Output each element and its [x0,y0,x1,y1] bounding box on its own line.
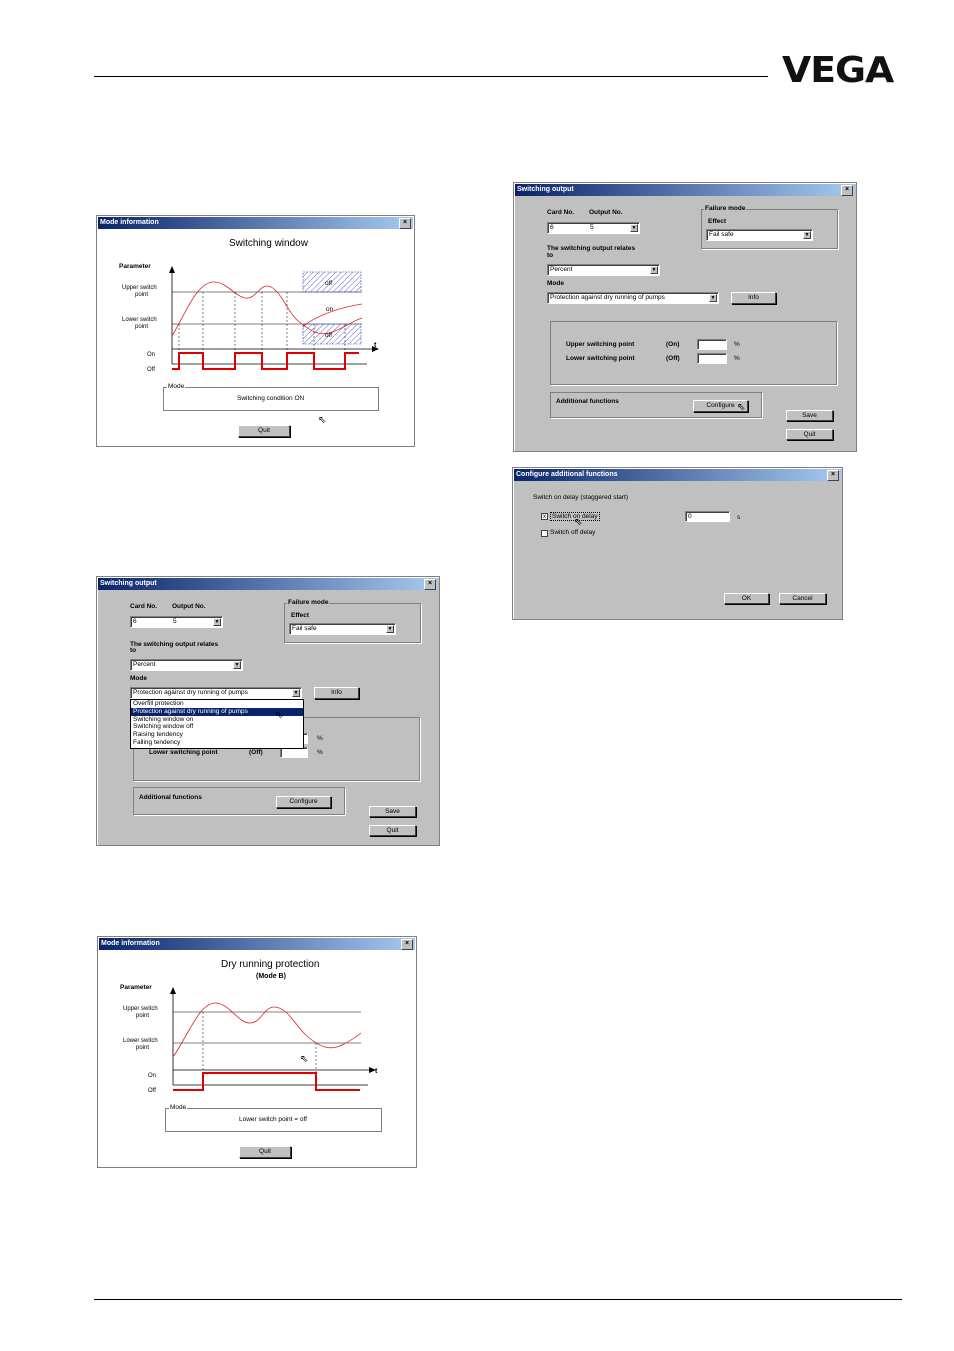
configure-dialog [512,467,843,620]
mode-dropdown-list[interactable] [130,699,304,749]
relates-select[interactable] [547,264,660,276]
cancel-button[interactable]: Cancel [779,593,826,604]
effect-select[interactable] [289,623,396,635]
output-no-label: Output No. [172,603,206,610]
mode-option[interactable]: Switching window off [133,723,194,731]
effect-value: Fail safe [709,231,734,238]
mode-info-window-1 [96,215,415,447]
off-label: (Off) [249,749,263,756]
relates-label-2: to [130,647,137,654]
lower-switch-label-1: Lower switch [122,317,157,323]
mode-value: Protection against dry running of pumps [550,294,665,301]
mode-select[interactable] [130,687,302,699]
on-label: (On) [666,341,680,348]
off-label: Off [147,367,155,373]
effect-select[interactable] [706,229,813,241]
vega-logo: VEGA [782,50,894,91]
percent-upper: % [317,735,323,742]
upper-switch-label-2: point [136,1013,150,1019]
mode-text: Switching condition ON [237,395,305,402]
mode-label: Mode [547,280,564,287]
parameter-label: Parameter [120,984,152,991]
switch-on-delay-value: 0 [688,513,692,520]
window-title: Mode information [101,940,160,947]
lower-switch-label-2: point [136,1045,150,1051]
effect-label: Effect [291,612,310,619]
percent-lower: % [317,749,323,756]
switch-on-delay-checkbox[interactable]: x [543,514,546,520]
quit-button[interactable]: Quit [238,425,290,437]
chevron-down-icon[interactable]: ▼ [293,690,299,696]
relates-value: Percent [550,266,573,273]
switch-off-delay-checkbox[interactable] [541,530,548,537]
effect-value: Fail safe [292,625,317,632]
card-no-label: Card No. [547,209,575,216]
mode-option[interactable]: Switching window on [133,715,194,723]
output-no-label: Output No. [589,209,623,216]
t-axis-label: t [374,342,377,349]
mode-option-selected[interactable]: Protection against dry running of pumps [131,708,303,716]
zone-off-bottom: off [325,332,333,339]
percent-upper: % [734,341,740,348]
card-value: 6 [550,224,554,231]
mouse-cursor-icon: ⇖ [275,710,284,721]
on-label: On [148,1073,157,1079]
close-icon[interactable]: × [401,939,413,950]
chart-heading: Switching window [229,238,308,249]
mode-text: Lower switch point = off [239,1116,307,1123]
switch-off-delay-label[interactable]: Switch off delay [550,529,596,536]
percent-lower: % [734,355,740,362]
zone-off-top: off [325,280,333,287]
output-value: 5 [590,224,594,231]
relates-label-1: The switching output relates [547,245,636,252]
quit-button[interactable]: Quit [369,825,416,836]
chevron-down-icon[interactable]: ▼ [234,662,240,668]
close-icon[interactable]: × [841,185,853,196]
quit-button[interactable]: Quit [786,429,833,440]
chevron-down-icon[interactable]: ▼ [651,267,657,273]
card-output-select[interactable] [547,222,640,234]
upper-switch-label-2: point [135,292,149,298]
window-title: Switching output [517,186,574,193]
mode-info-window-2 [97,936,417,1168]
window-title: Mode information [100,219,159,226]
lower-switching-label: Lower switching point [149,749,218,756]
switch-points-group [550,321,837,385]
additional-functions-label: Additional functions [139,794,202,801]
mode-option[interactable]: Falling tendency [133,738,181,746]
chevron-down-icon[interactable]: ▼ [710,295,716,301]
upper-switching-input[interactable] [697,339,727,350]
relates-label-1: The switching output relates [130,641,219,648]
lower-switching-input[interactable] [697,353,727,364]
title-bar [98,578,438,590]
card-no-label: Card No. [130,603,158,610]
mouse-cursor-icon: ⇖ [300,1054,309,1065]
footer-rule [94,1299,902,1300]
ok-button[interactable]: OK [724,593,769,604]
switching-output-window-2 [513,182,857,452]
on-label: On [147,352,156,358]
unit-label: s [737,514,741,521]
mode-label: Mode [130,675,147,682]
relates-select[interactable] [130,659,243,671]
switch-on-delay-input[interactable] [685,511,730,522]
lower-switch-label-2: point [135,324,149,330]
mode-select[interactable] [547,292,719,304]
card-output-select[interactable] [130,616,223,628]
mouse-cursor-icon: ⇖ [574,517,583,528]
info-button[interactable]: Info [314,687,359,699]
close-icon[interactable]: × [399,218,411,229]
upper-switch-label-1: Upper switch [122,285,157,291]
zone-on: on [326,306,334,313]
t-axis-label: t [375,1068,378,1075]
save-button[interactable]: Save [369,806,416,817]
window-title: Switching output [100,580,157,587]
title-bar [99,938,415,950]
chart-heading: Dry running protection [221,959,320,970]
upper-switching-label: Upper switching point [566,341,635,348]
relates-label-2: to [547,252,554,259]
title-bar [514,469,841,481]
card-value: 6 [133,618,137,625]
chart-subheading: (Mode B) [256,973,286,980]
mode-group-label: Mode [168,383,185,390]
info-button[interactable]: Info [731,292,776,304]
lower-switching-label: Lower switching point [566,355,635,362]
close-icon[interactable]: × [827,470,839,481]
relates-value: Percent [133,661,156,668]
upper-switch-label-1: Upper switch [123,1006,158,1012]
switching-output-window-1 [96,576,440,846]
mode-value: Protection against dry running of pumps [133,689,248,696]
save-button[interactable]: Save [786,410,833,421]
output-value: 5 [173,618,177,625]
close-icon[interactable]: × [424,579,436,590]
section-label: Switch on delay (staggered start) [533,494,629,501]
off-label: (Off) [666,355,680,362]
lower-switch-label-1: Lower switch [123,1038,158,1044]
mode-option[interactable]: Overfill protection [133,700,184,707]
configure-button[interactable]: Configure [693,400,748,412]
configure-button[interactable]: Configure [276,796,331,808]
window-title: Configure additional functions [516,471,618,478]
title-bar [98,217,413,229]
failure-mode-label: Failure mode [705,205,746,212]
additional-functions-label: Additional functions [556,398,619,405]
off-label: Off [148,1088,156,1094]
mode-group-label: Mode [170,1104,187,1111]
switch-on-delay-label[interactable]: Switch on delay [552,513,598,520]
header-rule [94,76,768,77]
chevron-down-icon[interactable]: ▼ [214,619,220,625]
mode-option[interactable]: Raising tendency [133,731,183,739]
failure-mode-label: Failure mode [288,599,329,606]
mouse-cursor-icon: ⇖ [737,402,746,413]
quit-button[interactable]: Quit [239,1146,291,1158]
mouse-cursor-icon: ⇖ [318,415,327,426]
chevron-down-icon[interactable]: ▼ [387,626,393,632]
effect-label: Effect [708,218,727,225]
chevron-down-icon[interactable]: ▼ [631,225,637,231]
parameter-label: Parameter [119,263,151,270]
chevron-down-icon[interactable]: ▼ [804,232,810,238]
title-bar [515,184,855,196]
